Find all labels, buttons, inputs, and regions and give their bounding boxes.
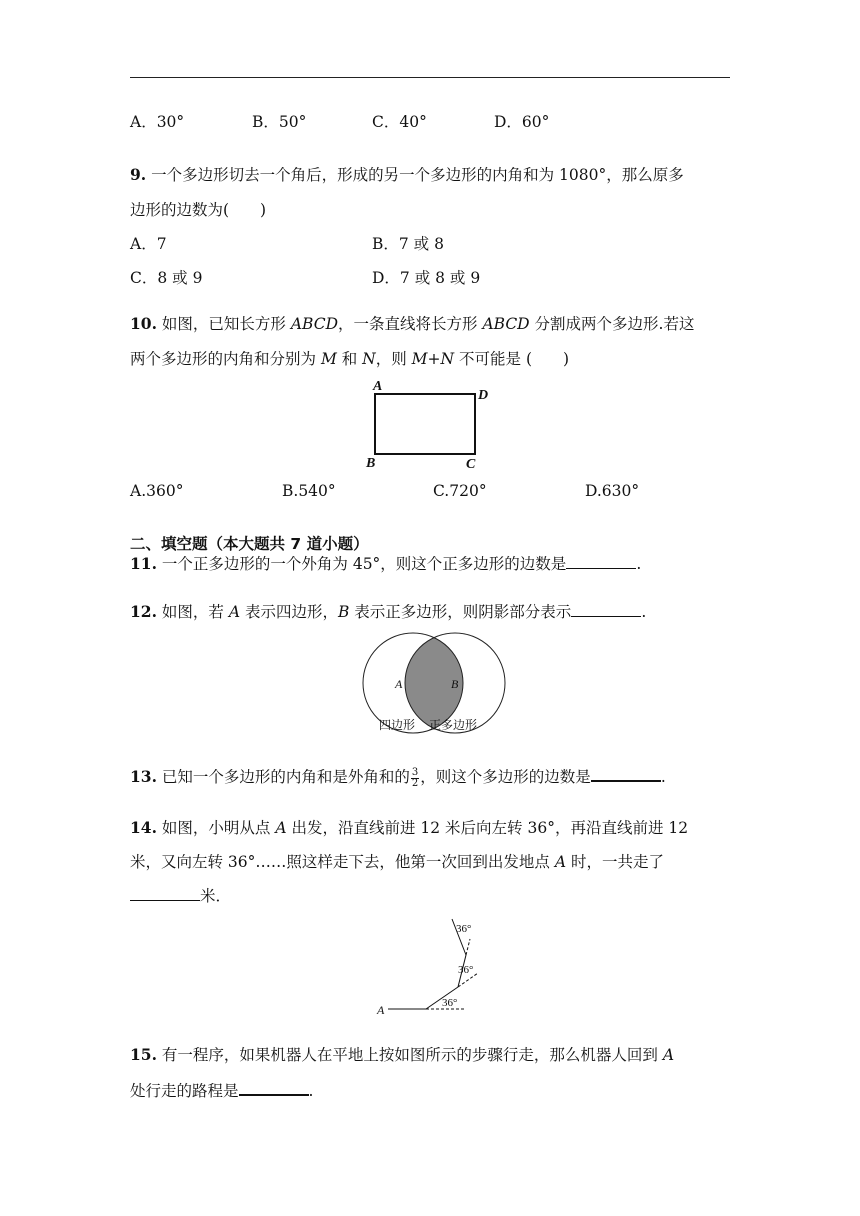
q14-line-2 [130,852,664,872]
q12-text-a: 如图，若 [161,603,229,621]
q10-number: 10. [130,314,157,333]
q9-option-c: C．8 或 9 [130,269,203,287]
q10-text-2d: N [362,350,376,368]
angle-label-1: 36° [442,997,458,1009]
venn-caption-regular-polygon: 正多边形 [429,718,478,732]
q8-option-c: C．40° [372,113,427,131]
extension-dash-3 [466,939,470,955]
q14-text-3: 米． [200,887,232,905]
q10-text-2e: ，则 [375,350,412,368]
header-rule [130,77,730,78]
q8-option-b: B．50° [252,113,307,131]
venn-label-b: B [451,677,459,691]
point-a-label: A [377,1003,385,1017]
q13-text-b: ，则这个多边形的边数是 [420,768,591,786]
q13-text-a: 已知一个多边形的内角和是外角和的 [161,768,410,786]
q11-text: 一个正多边形的一个外角为 45°，则这个正多边形的边数是 [161,555,567,573]
q13-answer-blank[interactable] [591,766,661,782]
walking-path-figure [370,915,490,1025]
q12-text-e: 表示正多边形，则阴影部分表示 [349,603,572,621]
section-2-heading: 二、填空题（本大题共 7 道小题） [130,535,369,553]
q14-text-2a: 米，又向左转 36°……照这样走下去，他第一次回到出发地点 [130,853,555,871]
q9-option-d: D．7 或 8 或 9 [372,269,481,287]
q10-text-2c: 和 [336,350,363,368]
q8-option-d: D．60° [494,113,550,131]
q9-option-b: B．7 或 8 [372,235,444,253]
venn-label-a: A [395,677,403,691]
q9-line-1 [130,165,684,185]
q10-option-c: C.720° [433,482,487,500]
q15-text-1b: A [662,1046,675,1064]
q9-number: 9. [130,165,147,184]
q10-text-1e: 分割成两个多边形.若这 [529,315,695,333]
q13-number: 13. [130,767,157,786]
q10-text-1b: ABCD [290,315,339,333]
fraction-numerator: 3 [411,766,419,778]
q14-text-2b: A [554,853,567,871]
question-13 [130,766,666,789]
q14-line-1 [130,818,688,838]
q8-option-a: A．30° [130,113,185,131]
q10-text-1a: 如图，已知长方形 [161,315,291,333]
q14-text-1c: 出发，沿直线前进 12 米后向左转 36°，再沿直线前进 12 [286,819,689,837]
q9-text-1: 一个多边形切去一个角后，形成的另一个多边形的内角和为 1080°，那么原多 [151,166,684,184]
q14-number: 14. [130,818,157,837]
angle-label-3: 36° [456,923,472,935]
rectangle-shape [375,394,475,454]
q15-text-1a: 有一程序，如果机器人在平地上按如图所示的步骤行走，那么机器人回到 [161,1046,663,1064]
q14-answer-blank[interactable] [130,886,200,901]
q10-option-b: B.540° [282,482,336,500]
q15-line-2 [130,1080,313,1101]
question-11 [130,554,641,574]
q12-number: 12. [130,602,157,621]
q10-text-2b: M [320,350,337,368]
q14-text-1b: A [275,819,287,837]
q11-end: . [636,555,642,573]
label-d: D [478,388,489,403]
q10-option-a: A.360° [130,482,184,500]
venn-caption-quadrilateral: 四边形 [379,718,416,732]
fraction-denominator: 2 [411,777,419,789]
label-a: A [373,379,383,394]
q15-number: 15. [130,1045,157,1064]
q13-end: . [660,768,666,786]
q14-line-3 [130,886,231,906]
q14-text-2c: 时，一共走了 [566,853,664,871]
q12-text-c: 表示四边形， [240,603,338,621]
q9-line-2: 边形的边数为( ) [130,201,267,219]
q10-text-1c: ，一条直线将长方形 [338,315,483,333]
fraction-three-halves [411,768,419,789]
q14-text-1a: 如图，小明从点 [161,819,276,837]
q12-text-d: B [337,603,350,621]
q12-text-b: A [228,603,241,621]
q9-option-a: A．7 [130,235,167,253]
rectangle-abcd-figure [360,378,490,473]
angle-label-2: 36° [458,964,474,976]
q10-text-2g: 不可能是 ( ) [454,350,570,368]
q15-line-1 [130,1045,674,1065]
q15-answer-blank[interactable] [239,1080,309,1096]
label-b: B [366,456,376,471]
q10-option-d: D.630° [585,482,640,500]
q11-answer-blank[interactable] [566,554,636,569]
venn-diagram [355,630,505,740]
q10-line-1 [130,314,694,334]
q12-end: . [641,603,647,621]
label-c: C [466,457,476,472]
q15-text-2: 处行走的路程是 [130,1082,239,1100]
q12-answer-blank[interactable] [571,602,641,617]
question-12 [130,602,646,622]
q10-line-2 [130,349,569,369]
q10-text-2a: 两个多边形的内角和分别为 [130,350,321,368]
q10-text-2f: M+N [411,350,455,368]
q11-number: 11. [130,554,157,573]
q15-end: . [308,1082,314,1100]
q10-text-1d: ABCD [482,315,530,333]
